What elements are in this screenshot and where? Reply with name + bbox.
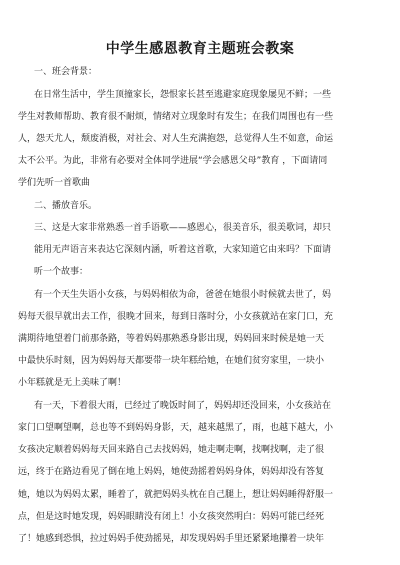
text-line: 小年糕就是无上美味了啊！: [18, 378, 127, 388]
text-line: 有一天，下着很大雨，已经过了晚饭时间了，妈妈却还没回来，小女孩站在: [34, 401, 332, 411]
text-line: 太不公平。为此，非常有必要对全体同学进展“学会感恩父母”教育 ，下面请同: [18, 156, 328, 166]
text-line: 女孩决定顺着妈妈每天回来路自己去找妈妈，她走啊走啊，找啊找啊，走了很: [18, 445, 325, 455]
text-line: 满期待地望着门前那条路，等着妈妈那熟悉身影出现，妈妈回来时候是她一天: [18, 334, 325, 344]
text-line: 二、播放音乐。: [34, 201, 98, 211]
text-line: 点，但是这时她发现，妈妈眼睛没有闭上！小女孩突然明白：妈妈可能已经死: [18, 512, 325, 522]
document-title: 中学生感恩教育主题班会教案: [105, 41, 295, 57]
text-line: 听一个故事：: [34, 267, 89, 277]
text-line: 在日常生活中，学生顶撞家长，怨恨家长甚至逃避家庭现象屡见不鲜；一些: [34, 90, 332, 100]
text-line: 了！她感到恐惧，拉过妈妈手使劲摇晃，却发现妈妈手里还紧紧地攥着一块年: [18, 534, 325, 544]
text-line: 中最快乐时刻，因为妈妈每天都要带一块年糕给她，在她们贫穷家里，一块小: [18, 356, 325, 366]
text-line: 家门口望啊望啊，总也等不到妈妈身影，天，越来越黑了，雨，也越下越大，小: [18, 423, 334, 433]
text-line: 学生对教师帮助、教育很不耐烦，情绪对立现象时有发生；在我们周围也有一些: [18, 112, 334, 122]
text-line: 远，终于在路边看见了倒在地上妈妈，她使劲摇着妈妈身体，妈妈却没有答复: [18, 467, 325, 477]
text-line: 妈每天很早就出去工作，很晚才回来，每到日落时分，小女孩就站在家门口，充: [18, 312, 334, 322]
text-line: 三、这是大家非常熟悉一首手语歌——感恩心，很美音乐，很美歌词，却只: [34, 223, 332, 233]
text-line: 一、班会背景：: [34, 67, 98, 77]
text-line: 学们先听一首歌曲: [18, 178, 91, 188]
text-line: 她，她以为妈妈太累，睡着了，就把妈妈头枕在自己腿上，想让妈妈睡得舒服一: [18, 490, 334, 500]
text-line: 有一个天生失语小女孩，与妈妈相依为命，爸爸在她很小时候就去世了，妈: [34, 290, 332, 300]
text-line: 能用无声语言来表达它深刻内涵，听着这首歌，大家知道它由来吗？下面请: [34, 245, 332, 255]
text-line: 人，怨天尤人，颓废消极，对社会、对人生充满抱怨，总觉得人生不如意，命运: [18, 134, 334, 144]
